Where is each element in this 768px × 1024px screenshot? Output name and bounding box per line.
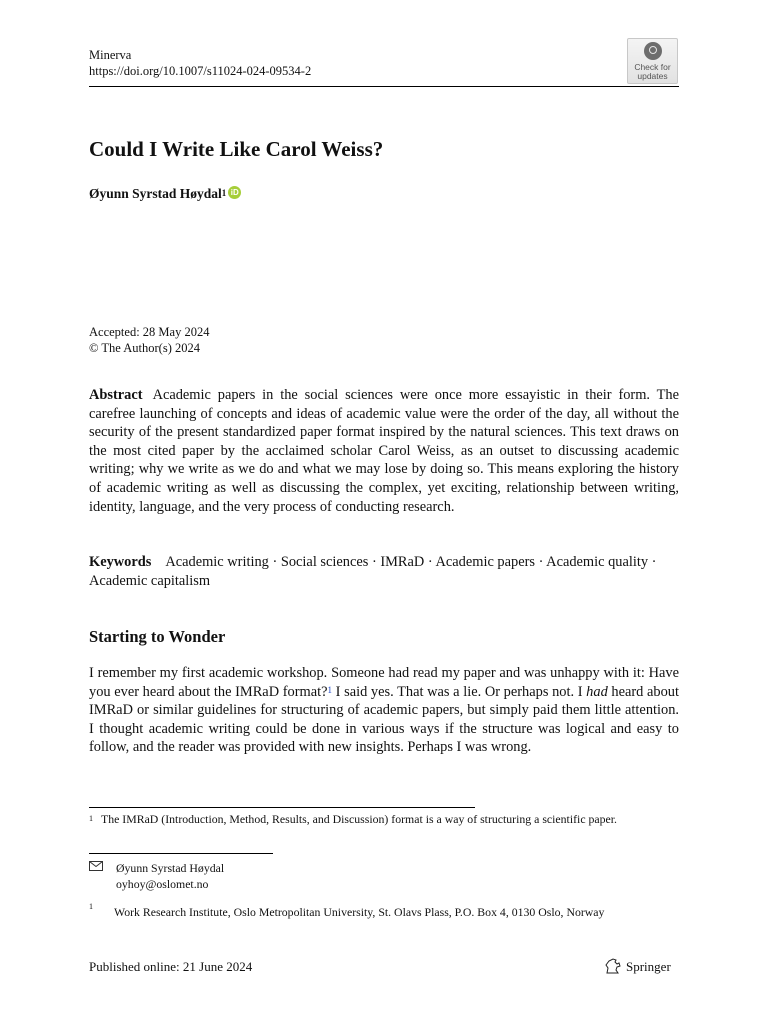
author-name[interactable]: Øyunn Syrstad Høydal [89, 186, 222, 201]
publisher [604, 958, 671, 976]
author-line [89, 185, 241, 203]
envelope-icon [89, 861, 103, 871]
header-rule [89, 86, 679, 87]
body-paragraph [89, 664, 679, 757]
body-text-emphasis: had [586, 683, 608, 700]
abstract-text: Academic papers in the social sciences were once more essayistic in their form. The carefree launching of concepts and ideas of academic value were the order of the day, all without the security of the present standardized paper format inspired by the natural sciences. This text draws on the most cited paper by the acclaimed scholar Carol Weiss, as an outset to discussing academic writing; why we write as we do and what we may lose by doing so. This means exploring the history of academic writing as well as discussing the complex, yet exciting, relationship between writing, identity, language, and the very process of conducting research. [89, 387, 679, 515]
footnote-ref[interactable]: 1 [327, 684, 332, 695]
body-text-part2: I said yes. That was a lie. Or perhaps not. I [332, 683, 587, 700]
badge-text-line2: updates [637, 71, 668, 81]
doi-link[interactable]: https://doi.org/10.1007/s11024-024-09534-2 [89, 64, 312, 78]
keywords [89, 553, 679, 590]
footnote-rule [89, 807, 475, 808]
abstract-label: Abstract [89, 387, 143, 403]
article-title: Could I Write Like Carol Weiss? [89, 137, 384, 161]
footnote-number: 1 [89, 814, 93, 823]
body-text-part3: heard about IMRaD or similar guidelines for structuring of academic papers, but simply paid them little attention. I thought academic writing could be done in various ways if the structure was logical and easy to follow, and the reader was provided with new insights. Perhaps I was wrong. [89, 683, 680, 756]
correspondence-email[interactable]: oyhoy@oslomet.no [116, 877, 209, 891]
footnote-text: The IMRaD (Introduction, Method, Results, and Discussion) format is a way of structuring a scientific paper. [101, 812, 617, 826]
section-heading: Starting to Wonder [89, 627, 226, 646]
bookmark-icon [644, 42, 662, 60]
accepted-date: Accepted: 28 May 2024 [89, 325, 210, 339]
affiliation-number: 1 [89, 902, 93, 911]
body-text-part1: I remember my first academic workshop. Someone had read my paper and was unhappy with it: Have you ever heard about the IMRaD format? [89, 665, 679, 700]
published-date: Published online: 21 June 2024 [89, 959, 253, 974]
springer-horse-icon [604, 958, 622, 974]
badge-text-line1: Check for [634, 62, 671, 72]
keywords-text: Academic writing · Social sciences · IMRaD · Academic papers · Academic quality · Academic capitalism [89, 554, 657, 589]
publisher-name: Springer [626, 959, 671, 974]
abstract [89, 386, 679, 516]
correspondence-rule [89, 853, 273, 854]
author-affiliation-ref[interactable]: 1 [221, 188, 227, 198]
correspondence-name: Øyunn Syrstad Høydal [116, 861, 225, 875]
affiliation-text: Work Research Institute, Oslo Metropolitan University, St. Olavs Plass, P.O. Box 4, 0130 Oslo, Norway [114, 905, 605, 919]
check-for-updates-badge[interactable] [627, 38, 678, 84]
keywords-label: Keywords [89, 554, 152, 570]
orcid-icon[interactable]: iD [228, 186, 241, 199]
footnote [89, 811, 679, 828]
copyright-line: © The Author(s) 2024 [89, 341, 200, 355]
journal-name: Minerva [89, 48, 132, 62]
